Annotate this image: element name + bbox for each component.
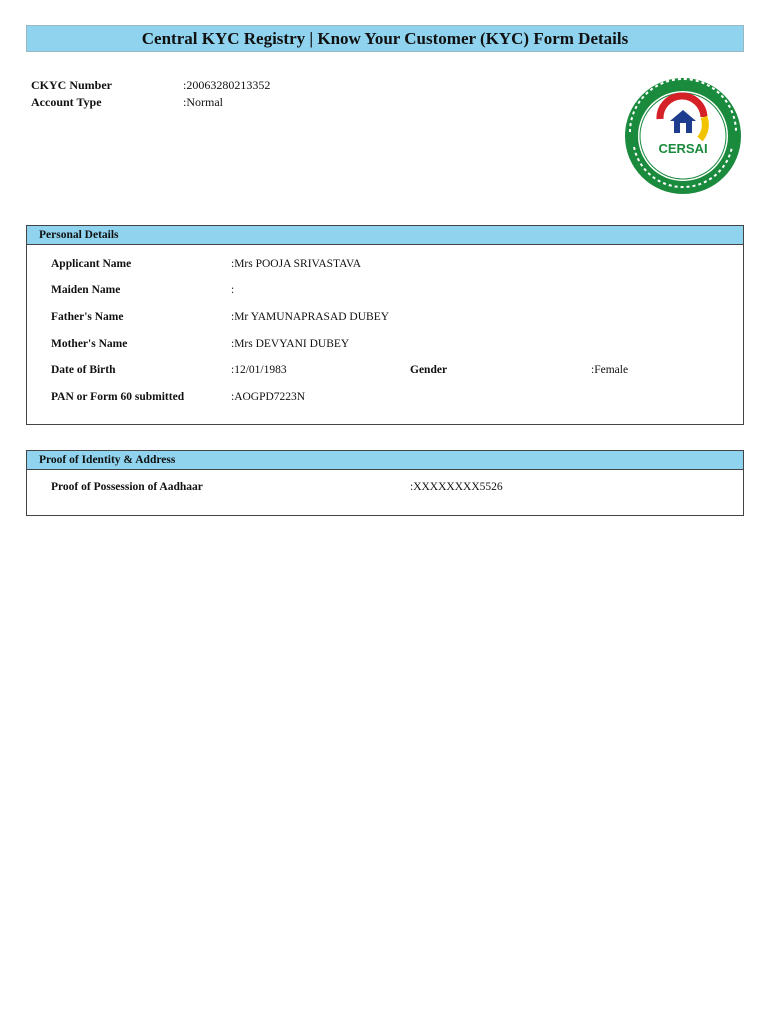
applicant-name-label: Applicant Name [51, 258, 132, 270]
ckyc-number-value: :20063280213352 [183, 78, 271, 92]
pan-value: :AOGPD7223N [231, 391, 306, 403]
ckyc-number-label: CKYC Number [31, 78, 112, 92]
father-name-value: :Mr YAMUNAPRASAD DUBEY [231, 311, 390, 323]
maiden-name-value: : [231, 284, 235, 296]
section-header: Proof of Identity & Address [27, 451, 743, 470]
aadhaar-value: :XXXXXXXX5526 [410, 481, 503, 493]
maiden-name-label: Maiden Name [51, 284, 121, 296]
aadhaar-label: Proof of Possession of Aadhaar [51, 481, 203, 493]
gender-label: Gender [410, 364, 448, 376]
proof-section [26, 450, 744, 516]
father-name-label: Father's Name [51, 311, 124, 323]
personal-details-section [26, 225, 744, 425]
mother-name-label: Mother's Name [51, 338, 128, 350]
dob-label: Date of Birth [51, 364, 116, 376]
pan-label: PAN or Form 60 submitted [51, 391, 185, 403]
applicant-name-value: :Mrs POOJA SRIVASTAVA [231, 258, 362, 270]
dob-value: :12/01/1983 [231, 364, 287, 376]
cersai-logo [622, 77, 744, 195]
account-type-label: Account Type [31, 95, 102, 109]
gender-value: :Female [591, 364, 629, 376]
logo-text: CERSAI [658, 141, 708, 156]
mother-name-value: :Mrs DEVYANI DUBEY [231, 338, 350, 350]
page-title: Central KYC Registry | Know Your Customer (KYC) Form Details [26, 25, 744, 52]
section-header: Personal Details [27, 226, 743, 245]
account-type-value: :Normal [183, 95, 223, 109]
